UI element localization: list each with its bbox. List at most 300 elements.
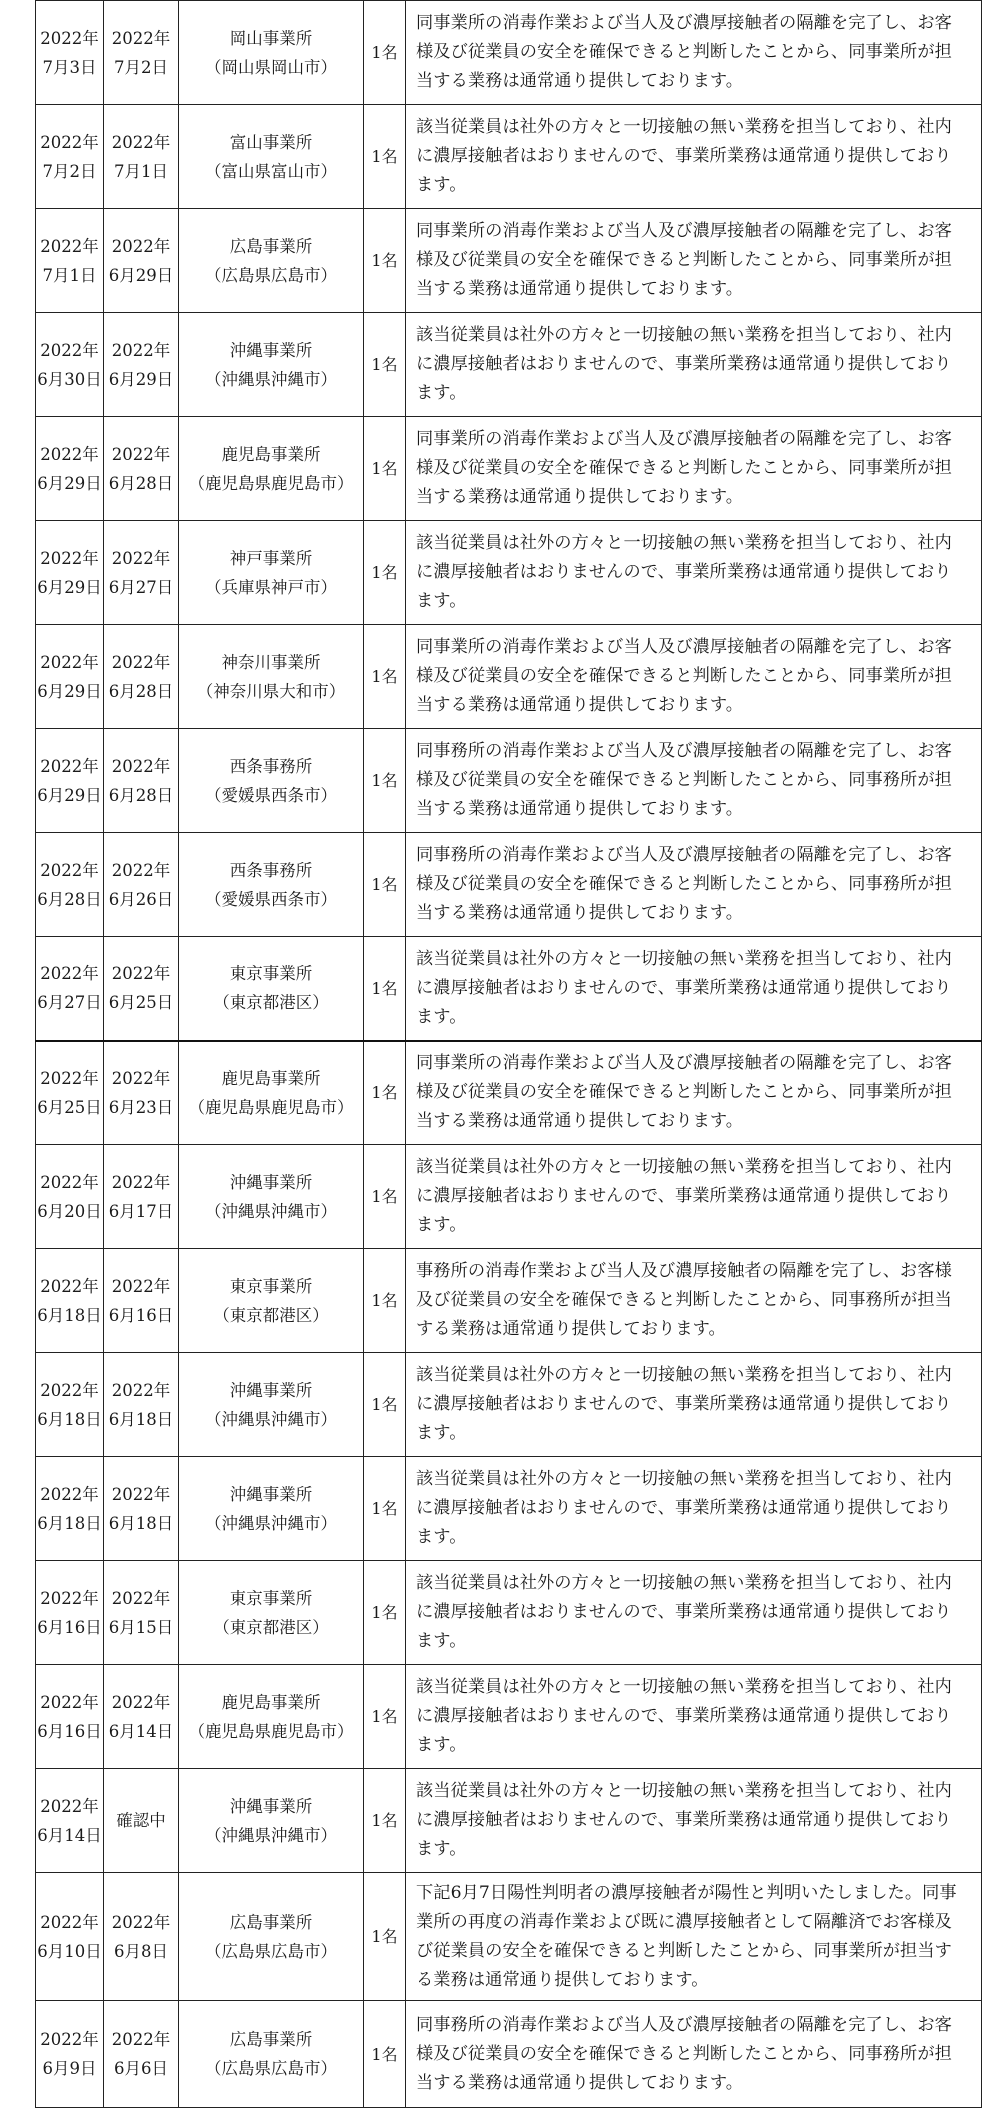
count-text: 1名 — [371, 1499, 398, 1518]
note-line: ます。 — [416, 1735, 467, 1755]
note-line: 該当従業員は社外の方々と一切接触の無い業務を担当しており、社内 — [416, 1469, 952, 1489]
note-line: 該当従業員は社外の方々と一切接触の無い業務を担当しており、社内 — [416, 533, 952, 553]
count-text: 1名 — [371, 1927, 398, 1946]
onset-date-cell — [104, 625, 179, 729]
onset-date-line: 2022年 — [111, 1068, 171, 1088]
table-row — [36, 1, 982, 105]
note-line: 様及び従業員の安全を確保できると判断したことから、同事務所が担 — [416, 770, 952, 790]
announce-date-cell — [36, 1353, 104, 1457]
count-cell — [364, 1353, 406, 1457]
onset-date-line: 2022年 — [111, 2030, 171, 2049]
office-line: 鹿児島事業所 — [221, 444, 321, 464]
note-line: 業所の再度の消毒作業および既に濃厚接触者として隔離済でお客様及 — [416, 1911, 952, 1932]
note-line: ます。 — [416, 1527, 467, 1547]
office-line: （沖縄県沖縄市） — [205, 1825, 337, 1845]
announce-date-cell — [36, 1457, 104, 1561]
announce-date-cell — [36, 1665, 104, 1769]
table-row — [36, 1353, 982, 1457]
table-row — [36, 417, 982, 521]
note-line: 様及び従業員の安全を確保できると判断したことから、同事業所が担 — [416, 42, 952, 62]
announce-date-cell — [36, 625, 104, 729]
count-text: 1名 — [371, 771, 398, 790]
note-line: 該当従業員は社外の方々と一切接触の無い業務を担当しており、社内 — [416, 117, 952, 137]
onset-date-line: 6月18日 — [108, 1513, 174, 1533]
table-row — [36, 625, 982, 729]
office-line: （東京都港区） — [213, 1617, 329, 1637]
note-line: 当する業務は通常通り提供しております。 — [416, 487, 744, 507]
onset-date-line: 6月23日 — [108, 1097, 174, 1117]
count-cell — [364, 1, 406, 105]
note-line: 様及び従業員の安全を確保できると判断したことから、同事業所が担 — [416, 666, 952, 686]
announce-date-cell — [36, 1561, 104, 1665]
note-line: 同事務所の消毒作業および当人及び濃厚接触者の隔離を完了し、お客 — [416, 2014, 952, 2035]
announce-date-cell — [36, 105, 104, 209]
announce-date-cell — [36, 313, 104, 417]
announce-date-line: 2022年 — [40, 860, 99, 880]
announce-date-line: 2022年 — [40, 756, 99, 776]
onset-date-line: 6月28日 — [108, 785, 174, 805]
onset-date-line: 2022年 — [111, 1912, 171, 1932]
onset-date-line: 6月29日 — [108, 369, 174, 389]
note-cell — [406, 937, 982, 1041]
note-cell — [406, 1769, 982, 1873]
announce-date-line: 7月1日 — [42, 265, 97, 285]
office-line: （富山県富山市） — [205, 161, 337, 181]
count-cell — [364, 1145, 406, 1249]
note-line: する業務は通常通り提供しております。 — [416, 1319, 726, 1339]
note-cell — [406, 417, 982, 521]
announce-date-line: 2022年 — [40, 1692, 99, 1712]
onset-date-line: 2022年 — [111, 756, 171, 776]
note-cell — [406, 833, 982, 937]
note-cell — [406, 729, 982, 833]
office-cell — [179, 209, 364, 313]
note-line: 当する業務は通常通り提供しております。 — [416, 2072, 744, 2093]
count-cell — [364, 521, 406, 625]
office-cell — [179, 1457, 364, 1561]
note-line: 同事業所の消毒作業および当人及び濃厚接触者の隔離を完了し、お客 — [416, 13, 952, 33]
office-line: 富山事業所 — [229, 132, 313, 152]
onset-date-line: 7月2日 — [114, 57, 168, 77]
note-cell — [406, 313, 982, 417]
office-cell — [179, 1665, 364, 1769]
note-line: 及び従業員の安全を確保できると判断したことから、同事務所が担当 — [416, 1290, 952, 1310]
onset-date-line: 6月6日 — [114, 2059, 168, 2078]
office-cell — [179, 313, 364, 417]
onset-date-line: 確認中 — [116, 1811, 166, 1830]
note-line: 様及び従業員の安全を確保できると判断したことから、同事務所が担 — [416, 2043, 952, 2064]
office-line: 沖縄事業所 — [229, 1484, 313, 1504]
note-line: 当する業務は通常通り提供しております。 — [416, 71, 744, 91]
onset-date-line: 2022年 — [111, 1484, 171, 1504]
count-text: 1名 — [371, 563, 398, 582]
table-body — [36, 1, 982, 2108]
note-line: び従業員の安全を確保できると判断したことから、同事業所が担当す — [416, 1940, 952, 1961]
count-text: 1名 — [371, 147, 398, 166]
count-cell — [364, 1457, 406, 1561]
onset-date-cell — [104, 2001, 179, 2108]
announce-date-line: 6月20日 — [37, 1201, 102, 1221]
note-line: 様及び従業員の安全を確保できると判断したことから、同事業所が担 — [416, 458, 952, 478]
table-row — [36, 1249, 982, 1353]
note-cell — [406, 1665, 982, 1769]
office-line: （愛媛県西条市） — [205, 785, 337, 805]
onset-date-line: 6月14日 — [108, 1721, 174, 1741]
onset-date-cell — [104, 1665, 179, 1769]
announce-date-line: 2022年 — [40, 236, 99, 256]
office-line: （鹿児島県鹿児島市） — [188, 1097, 354, 1117]
count-text: 1名 — [371, 1707, 398, 1726]
onset-date-line: 2022年 — [111, 860, 171, 880]
note-line: に濃厚接触者はおりませんので、事業所業務は通常通り提供しており — [416, 1186, 952, 1206]
onset-date-line: 6月28日 — [108, 681, 174, 701]
note-line: 下記6月7日陽性判明者の濃厚接触者が陽性と判明いたしました。同事 — [416, 1882, 957, 1903]
onset-date-line: 6月27日 — [108, 577, 174, 597]
onset-date-line: 2022年 — [111, 340, 171, 360]
office-line: 広島事業所 — [229, 2030, 313, 2049]
table-row — [36, 1769, 982, 1873]
count-cell — [364, 625, 406, 729]
table-row — [36, 1145, 982, 1249]
note-cell — [406, 1873, 982, 2001]
office-cell — [179, 1561, 364, 1665]
announce-date-line: 6月18日 — [37, 1305, 102, 1325]
table-row — [36, 1457, 982, 1561]
office-cell — [179, 833, 364, 937]
office-line: （広島県広島市） — [205, 265, 337, 285]
note-line: 該当従業員は社外の方々と一切接触の無い業務を担当しており、社内 — [416, 1573, 952, 1593]
announce-date-cell — [36, 1769, 104, 1873]
count-cell — [364, 209, 406, 313]
note-line: 当する業務は通常通り提供しております。 — [416, 1111, 744, 1132]
count-text: 1名 — [371, 1187, 398, 1206]
table-row — [36, 729, 982, 833]
onset-date-line: 2022年 — [111, 1380, 171, 1400]
count-cell — [364, 1041, 406, 1145]
announce-date-cell — [36, 1, 104, 105]
count-text: 1名 — [371, 1291, 398, 1310]
office-line: 東京事業所 — [229, 1276, 313, 1296]
office-line: 神戸事業所 — [229, 548, 313, 568]
note-cell — [406, 1145, 982, 1249]
note-line: ます。 — [416, 1006, 467, 1027]
table-row — [36, 1873, 982, 2001]
table-row — [36, 833, 982, 937]
count-cell — [364, 937, 406, 1041]
announce-date-line: 2022年 — [40, 1588, 99, 1608]
count-cell — [364, 1665, 406, 1769]
note-line: 様及び従業員の安全を確保できると判断したことから、同事務所が担 — [416, 874, 952, 894]
office-line: 西条事務所 — [229, 756, 313, 776]
announce-date-line: 6月27日 — [37, 993, 102, 1013]
onset-date-cell — [104, 1769, 179, 1873]
note-line: に濃厚接触者はおりませんので、事業所業務は通常通り提供しており — [416, 977, 952, 998]
note-line: 当する業務は通常通り提供しております。 — [416, 279, 744, 299]
note-cell — [406, 1041, 982, 1145]
onset-date-cell — [104, 105, 179, 209]
note-line: 当する業務は通常通り提供しております。 — [416, 799, 744, 819]
office-line: 広島事業所 — [229, 236, 313, 256]
note-line: ます。 — [416, 175, 467, 195]
announce-date-line: 2022年 — [40, 964, 99, 984]
note-line: 様及び従業員の安全を確保できると判断したことから、同事業所が担 — [416, 250, 952, 270]
announce-date-line: 6月16日 — [37, 1617, 102, 1637]
note-cell — [406, 1, 982, 105]
table-row — [36, 2001, 982, 2108]
announce-date-line: 2022年 — [40, 548, 99, 568]
count-text: 1名 — [371, 1603, 398, 1622]
announce-date-line: 2022年 — [40, 652, 99, 672]
note-line: 当する業務は通常通り提供しております。 — [416, 695, 744, 715]
office-line: （広島県広島市） — [205, 1941, 337, 1961]
count-text: 1名 — [371, 1083, 398, 1103]
note-cell — [406, 209, 982, 313]
office-cell — [179, 1769, 364, 1873]
announce-date-line: 2022年 — [40, 2030, 99, 2049]
table-row — [36, 105, 982, 209]
count-text: 1名 — [371, 1395, 398, 1414]
announce-date-cell — [36, 1873, 104, 2001]
note-cell — [406, 1353, 982, 1457]
office-line: 鹿児島事業所 — [221, 1068, 321, 1088]
announce-date-line: 2022年 — [40, 28, 99, 48]
note-line: 該当従業員は社外の方々と一切接触の無い業務を担当しており、社内 — [416, 948, 952, 969]
count-text: 1名 — [371, 978, 398, 998]
onset-date-line: 6月25日 — [108, 993, 174, 1013]
note-line: に濃厚接触者はおりませんので、事業所業務は通常通り提供しており — [416, 562, 952, 582]
onset-date-line: 7月1日 — [114, 161, 168, 181]
office-cell — [179, 937, 364, 1041]
note-cell — [406, 521, 982, 625]
office-cell — [179, 417, 364, 521]
table-row — [36, 1561, 982, 1665]
announce-date-cell — [36, 2001, 104, 2108]
count-text: 1名 — [371, 459, 398, 478]
onset-date-cell — [104, 1, 179, 105]
note-line: 該当従業員は社外の方々と一切接触の無い業務を担当しており、社内 — [416, 1677, 952, 1697]
count-text: 1名 — [371, 1811, 398, 1830]
announce-date-line: 6月29日 — [37, 473, 102, 493]
note-line: 事務所の消毒作業および当人及び濃厚接触者の隔離を完了し、お客様 — [416, 1261, 952, 1281]
announce-date-line: 6月29日 — [37, 681, 102, 701]
onset-date-cell — [104, 209, 179, 313]
note-cell — [406, 625, 982, 729]
note-cell — [406, 105, 982, 209]
announce-date-line: 6月18日 — [37, 1513, 102, 1533]
office-line: 西条事務所 — [229, 860, 313, 880]
case-report-table — [35, 0, 982, 2108]
count-cell — [364, 313, 406, 417]
note-line: 同事務所の消毒作業および当人及び濃厚接触者の隔離を完了し、お客 — [416, 741, 952, 761]
onset-date-line: 2022年 — [111, 28, 171, 48]
announce-date-line: 6月28日 — [37, 889, 102, 909]
office-cell — [179, 1353, 364, 1457]
count-cell — [364, 729, 406, 833]
note-line: 該当従業員は社外の方々と一切接触の無い業務を担当しており、社内 — [416, 1157, 952, 1177]
onset-date-line: 2022年 — [111, 1588, 171, 1608]
office-cell — [179, 2001, 364, 2108]
office-cell — [179, 521, 364, 625]
count-cell — [364, 1249, 406, 1353]
announce-date-cell — [36, 1145, 104, 1249]
onset-date-line: 2022年 — [111, 964, 171, 984]
office-line: 東京事業所 — [229, 964, 313, 984]
onset-date-line: 6月28日 — [108, 473, 174, 493]
office-line: （沖縄県沖縄市） — [205, 1409, 337, 1429]
announce-date-cell — [36, 417, 104, 521]
office-line: 広島事業所 — [229, 1912, 313, 1932]
note-line: に濃厚接触者はおりませんので、事業所業務は通常通り提供しており — [416, 146, 952, 166]
announce-date-cell — [36, 1041, 104, 1145]
count-cell — [364, 1873, 406, 2001]
office-line: （東京都港区） — [213, 993, 329, 1013]
office-line: 岡山事業所 — [229, 28, 313, 48]
announce-date-cell — [36, 729, 104, 833]
announce-date-cell — [36, 833, 104, 937]
note-line: 同事業所の消毒作業および当人及び濃厚接触者の隔離を完了し、お客 — [416, 1053, 952, 1074]
count-cell — [364, 105, 406, 209]
announce-date-line: 2022年 — [40, 1380, 99, 1400]
count-cell — [364, 1561, 406, 1665]
table-row — [36, 521, 982, 625]
onset-date-line: 6月8日 — [114, 1941, 168, 1961]
office-cell — [179, 729, 364, 833]
onset-date-line: 2022年 — [111, 132, 171, 152]
office-line: 沖縄事業所 — [229, 340, 313, 360]
announce-date-line: 2022年 — [40, 1276, 99, 1296]
note-line: に濃厚接触者はおりませんので、事業所業務は通常通り提供しており — [416, 1706, 952, 1726]
onset-date-line: 2022年 — [111, 1172, 171, 1192]
onset-date-cell — [104, 417, 179, 521]
onset-date-line: 2022年 — [111, 1692, 171, 1712]
note-cell — [406, 1249, 982, 1353]
onset-date-cell — [104, 1041, 179, 1145]
count-text: 1名 — [371, 355, 398, 374]
office-line: 沖縄事業所 — [229, 1796, 313, 1816]
note-cell — [406, 2001, 982, 2108]
announce-date-cell — [36, 1249, 104, 1353]
office-line: （岡山県岡山市） — [205, 57, 337, 77]
onset-date-line: 2022年 — [111, 444, 171, 464]
office-line: （東京都港区） — [213, 1305, 329, 1325]
office-line: 沖縄事業所 — [229, 1380, 313, 1400]
onset-date-cell — [104, 833, 179, 937]
office-cell — [179, 1145, 364, 1249]
office-line: （沖縄県沖縄市） — [205, 1513, 337, 1533]
announce-date-line: 2022年 — [40, 444, 99, 464]
onset-date-line: 6月18日 — [108, 1409, 174, 1429]
table-row — [36, 209, 982, 313]
office-line: （兵庫県神戸市） — [205, 577, 337, 597]
table-row — [36, 313, 982, 417]
table-row — [36, 1041, 982, 1145]
note-line: ます。 — [416, 1423, 467, 1443]
office-line: （沖縄県沖縄市） — [205, 1201, 337, 1221]
note-cell — [406, 1457, 982, 1561]
note-line: 該当従業員は社外の方々と一切接触の無い業務を担当しており、社内 — [416, 1365, 952, 1385]
office-line: （鹿児島県鹿児島市） — [188, 473, 354, 493]
note-line: に濃厚接触者はおりませんので、事業所業務は通常通り提供しており — [416, 1602, 952, 1622]
note-line: に濃厚接触者はおりませんので、事業所業務は通常通り提供しており — [416, 1810, 952, 1830]
onset-date-cell — [104, 313, 179, 417]
note-line: 同事業所の消毒作業および当人及び濃厚接触者の隔離を完了し、お客 — [416, 429, 952, 449]
onset-date-cell — [104, 1561, 179, 1665]
note-line: に濃厚接触者はおりませんので、事業所業務は通常通り提供しており — [416, 354, 952, 374]
note-line: 当する業務は通常通り提供しております。 — [416, 903, 744, 923]
onset-date-cell — [104, 1249, 179, 1353]
count-cell — [364, 833, 406, 937]
note-line: ます。 — [416, 383, 467, 403]
announce-date-line: 6月10日 — [37, 1941, 102, 1961]
count-cell — [364, 1769, 406, 1873]
table-row — [36, 937, 982, 1041]
office-line: （沖縄県沖縄市） — [205, 369, 337, 389]
announce-date-line: 2022年 — [40, 1484, 99, 1504]
note-cell — [406, 1561, 982, 1665]
note-line: 同事業所の消毒作業および当人及び濃厚接触者の隔離を完了し、お客 — [416, 221, 952, 241]
note-line: に濃厚接触者はおりませんので、事業所業務は通常通り提供しており — [416, 1498, 952, 1518]
note-line: 同事務所の消毒作業および当人及び濃厚接触者の隔離を完了し、お客 — [416, 845, 952, 865]
onset-date-line: 6月17日 — [108, 1201, 174, 1221]
onset-date-line: 6月16日 — [108, 1305, 174, 1325]
count-text: 1名 — [371, 2044, 398, 2064]
note-line: る業務は通常通り提供しております。 — [416, 1969, 709, 1990]
note-line: ます。 — [416, 1839, 467, 1859]
announce-date-line: 2022年 — [40, 132, 99, 152]
onset-date-line: 6月26日 — [108, 889, 174, 909]
office-line: 神奈川事業所 — [221, 652, 321, 672]
note-line: 該当従業員は社外の方々と一切接触の無い業務を担当しており、社内 — [416, 1781, 952, 1801]
office-line: （神奈川県大和市） — [196, 681, 346, 701]
announce-date-line: 7月2日 — [42, 161, 97, 181]
office-line: （広島県広島市） — [205, 2059, 337, 2078]
office-cell — [179, 1249, 364, 1353]
onset-date-line: 2022年 — [111, 236, 171, 256]
announce-date-line: 6月18日 — [37, 1409, 102, 1429]
note-line: 該当従業員は社外の方々と一切接触の無い業務を担当しており、社内 — [416, 325, 952, 345]
office-cell — [179, 105, 364, 209]
onset-date-cell — [104, 937, 179, 1041]
office-cell — [179, 1873, 364, 2001]
table-row — [36, 1665, 982, 1769]
onset-date-line: 2022年 — [111, 548, 171, 568]
note-line: 様及び従業員の安全を確保できると判断したことから、同事業所が担 — [416, 1082, 952, 1103]
office-line: 鹿児島事業所 — [221, 1692, 321, 1712]
office-cell — [179, 1041, 364, 1145]
onset-date-cell — [104, 1145, 179, 1249]
office-line: 沖縄事業所 — [229, 1172, 313, 1192]
onset-date-cell — [104, 521, 179, 625]
note-line: ます。 — [416, 591, 467, 611]
announce-date-line: 2022年 — [40, 1068, 99, 1088]
note-line: ます。 — [416, 1631, 467, 1651]
announce-date-line: 6月16日 — [37, 1721, 102, 1741]
note-line: 同事業所の消毒作業および当人及び濃厚接触者の隔離を完了し、お客 — [416, 637, 952, 657]
announce-date-line: 2022年 — [40, 1796, 99, 1816]
count-text: 1名 — [371, 251, 398, 270]
office-cell — [179, 1, 364, 105]
onset-date-line: 2022年 — [111, 1276, 171, 1296]
announce-date-line: 6月25日 — [37, 1097, 102, 1117]
count-text: 1名 — [371, 875, 398, 894]
announce-date-line: 6月29日 — [37, 577, 102, 597]
onset-date-line: 2022年 — [111, 652, 171, 672]
onset-date-cell — [104, 1873, 179, 2001]
announce-date-cell — [36, 209, 104, 313]
announce-date-line: 7月3日 — [42, 57, 97, 77]
onset-date-cell — [104, 1353, 179, 1457]
count-text: 1名 — [371, 667, 398, 686]
